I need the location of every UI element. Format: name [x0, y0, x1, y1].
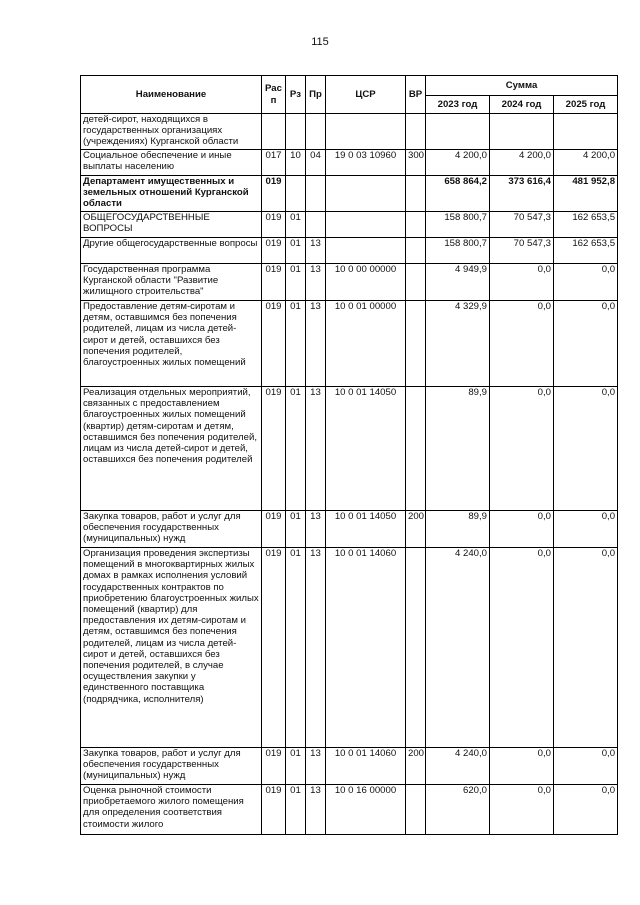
row-2024: 0,0 — [490, 785, 554, 835]
row-csr: 10 0 01 14060 — [326, 748, 406, 785]
row-pr: 13 — [306, 264, 326, 301]
row-2024: 0,0 — [490, 748, 554, 785]
row-ras — [262, 114, 286, 150]
row-rz: 01 — [286, 301, 306, 387]
row-vr — [406, 212, 426, 238]
row-csr — [326, 114, 406, 150]
row-pr: 13 — [306, 238, 326, 264]
table-row — [81, 785, 618, 835]
table-row — [81, 748, 618, 785]
row-2025: 162 653,5 — [554, 238, 618, 264]
table-row — [81, 511, 618, 548]
row-rz: 01 — [286, 264, 306, 301]
row-2023: 658 864,2 — [426, 176, 490, 212]
row-csr: 10 0 16 00000 — [326, 785, 406, 835]
table-row — [81, 114, 618, 150]
header-year-2023: 2023 год — [426, 96, 490, 114]
row-2024: 0,0 — [490, 548, 554, 748]
header-year-2025: 2025 год — [554, 96, 618, 114]
row-rz: 01 — [286, 785, 306, 835]
row-vr — [406, 114, 426, 150]
row-vr — [406, 238, 426, 264]
row-2023: 158 800,7 — [426, 212, 490, 238]
row-vr — [406, 176, 426, 212]
row-2023: 4 200,0 — [426, 150, 490, 176]
row-name: Государственная программа Курганской области "Развитие жилищного строительства" — [81, 264, 262, 301]
page-number: 115 — [311, 36, 329, 48]
table-body — [81, 114, 618, 835]
row-2025: 4 200,0 — [554, 150, 618, 176]
row-2025: 481 952,8 — [554, 176, 618, 212]
row-csr: 10 0 01 00000 — [326, 301, 406, 387]
table-row — [81, 387, 618, 511]
row-2024: 4 200,0 — [490, 150, 554, 176]
row-ras: 019 — [262, 785, 286, 835]
row-vr: 200 — [406, 748, 426, 785]
row-pr: 13 — [306, 785, 326, 835]
row-name: Другие общегосударственные вопросы — [81, 238, 262, 264]
row-csr: 10 0 01 14050 — [326, 387, 406, 511]
row-vr — [406, 264, 426, 301]
row-vr — [406, 548, 426, 748]
row-2023: 158 800,7 — [426, 238, 490, 264]
row-2024: 0,0 — [490, 301, 554, 387]
row-2025: 0,0 — [554, 264, 618, 301]
row-2024: 373 616,4 — [490, 176, 554, 212]
row-2023: 89,9 — [426, 387, 490, 511]
row-pr: 13 — [306, 387, 326, 511]
row-2024: 0,0 — [490, 264, 554, 301]
row-pr: 13 — [306, 301, 326, 387]
row-name: Предоставление детям-сиротам и детям, оставшимся без попечения родителей, лицам из числа детей-сирот и детей, оставшихся без попечения родителей, благоустроенных жилых помещений — [81, 301, 262, 387]
row-pr: 04 — [306, 150, 326, 176]
row-2023: 4 329,9 — [426, 301, 490, 387]
row-2024: 70 547,3 — [490, 238, 554, 264]
row-rz: 10 — [286, 150, 306, 176]
header-csr: ЦСР — [326, 76, 406, 114]
row-2024: 0,0 — [490, 511, 554, 548]
row-ras: 019 — [262, 176, 286, 212]
row-2024: 0,0 — [490, 387, 554, 511]
header-year-2024: 2024 год — [490, 96, 554, 114]
row-ras: 019 — [262, 548, 286, 748]
row-csr: 10 0 01 14050 — [326, 511, 406, 548]
row-name: ОБЩЕГОСУДАРСТВЕННЫЕ ВОПРОСЫ — [81, 212, 262, 238]
table-row — [81, 238, 618, 264]
table-row — [81, 548, 618, 748]
table-row — [81, 212, 618, 238]
row-ras: 019 — [262, 264, 286, 301]
table-row — [81, 176, 618, 212]
row-vr: 300 — [406, 150, 426, 176]
row-rz — [286, 114, 306, 150]
row-2023: 89,9 — [426, 511, 490, 548]
row-ras: 019 — [262, 387, 286, 511]
row-rz: 01 — [286, 548, 306, 748]
budget-table — [80, 75, 618, 835]
row-2023: 620,0 — [426, 785, 490, 835]
header-pr: Пр — [306, 76, 326, 114]
row-rz: 01 — [286, 238, 306, 264]
row-2023 — [426, 114, 490, 150]
header-sum: Сумма — [426, 76, 618, 96]
row-csr: 19 0 03 10960 — [326, 150, 406, 176]
row-name: детей-сирот, находящихся в государственных организациях (учреждениях) Курганской области — [81, 114, 262, 150]
row-vr — [406, 785, 426, 835]
row-ras: 019 — [262, 238, 286, 264]
row-rz — [286, 176, 306, 212]
row-2025: 0,0 — [554, 511, 618, 548]
row-ras: 019 — [262, 748, 286, 785]
row-ras: 019 — [262, 511, 286, 548]
row-pr — [306, 212, 326, 238]
row-rz: 01 — [286, 511, 306, 548]
row-name: Организация проведения экспертизы помещений в многоквартирных жилых домах в рамках исполнения условий государственных контрактов по приобретению благоустроенных жилых помещений (квартир) для предоставления их детям-сиротам и детям, оставшимся без попечения родителей, лицам из числа детей-сирот и детей, оставшихся без попечения родителей, в случае осуществления закупки у единственного поставщика (подрядчика, исполнителя) — [81, 548, 262, 748]
row-vr: 200 — [406, 511, 426, 548]
row-2024 — [490, 114, 554, 150]
row-pr: 13 — [306, 748, 326, 785]
row-2025: 162 653,5 — [554, 212, 618, 238]
row-csr — [326, 212, 406, 238]
row-name: Социальное обеспечение и иные выплаты населению — [81, 150, 262, 176]
row-rz: 01 — [286, 748, 306, 785]
row-2025: 0,0 — [554, 301, 618, 387]
row-pr: 13 — [306, 511, 326, 548]
table-row — [81, 150, 618, 176]
header-name: Наименование — [81, 76, 262, 114]
row-2023: 4 240,0 — [426, 748, 490, 785]
row-csr: 10 0 00 00000 — [326, 264, 406, 301]
row-2025: 0,0 — [554, 748, 618, 785]
row-pr — [306, 114, 326, 150]
table-row — [81, 264, 618, 301]
row-vr — [406, 387, 426, 511]
header-vr: ВР — [406, 76, 426, 114]
table-row — [81, 301, 618, 387]
header-ras: Рас п — [262, 76, 286, 114]
row-name: Закупка товаров, работ и услуг для обеспечения государственных (муниципальных) нужд — [81, 511, 262, 548]
row-ras: 019 — [262, 212, 286, 238]
row-2023: 4 949,9 — [426, 264, 490, 301]
row-csr: 10 0 01 14060 — [326, 548, 406, 748]
row-vr — [406, 301, 426, 387]
row-rz: 01 — [286, 212, 306, 238]
row-name: Реализация отдельных мероприятий, связанных с предоставлением благоустроенных жилых помещений (квартир) детям-сиротам и детям, оставшимся без попечения родителей, лицам из числа детей-сирот и детей, оставшихся без попечения родителей — [81, 387, 262, 511]
row-csr — [326, 238, 406, 264]
row-2025: 0,0 — [554, 387, 618, 511]
row-2023: 4 240,0 — [426, 548, 490, 748]
header-rz: Рз — [286, 76, 306, 114]
row-name: Закупка товаров, работ и услуг для обеспечения государственных (муниципальных) нужд — [81, 748, 262, 785]
row-pr: 13 — [306, 548, 326, 748]
row-2025: 0,0 — [554, 548, 618, 748]
row-ras: 019 — [262, 301, 286, 387]
row-rz: 01 — [286, 387, 306, 511]
row-csr — [326, 176, 406, 212]
row-2025 — [554, 114, 618, 150]
row-name: Департамент имущественных и земельных отношений Курганской области — [81, 176, 262, 212]
row-name: Оценка рыночной стоимости приобретаемого жилого помещения для определения соответствия стоимости жилого — [81, 785, 262, 835]
row-ras: 017 — [262, 150, 286, 176]
row-2025: 0,0 — [554, 785, 618, 835]
row-pr — [306, 176, 326, 212]
row-2024: 70 547,3 — [490, 212, 554, 238]
